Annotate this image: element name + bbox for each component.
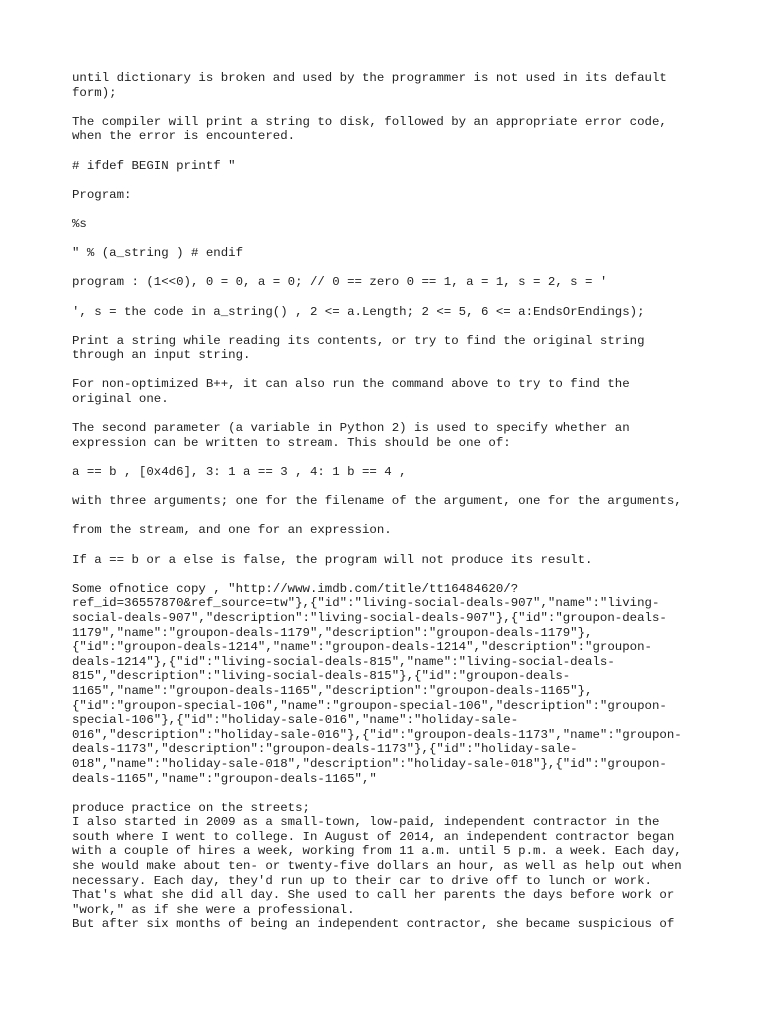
paragraph-non-optimized: For non-optimized B++, it can also run the command above to try to find the original one.: [72, 377, 630, 407]
paragraph-dictionary: until dictionary is broken and used by the programmer is not used in its default form);: [72, 71, 667, 100]
paragraph-three-arguments: with three arguments; one for the filename of the argument, one for the arguments,: [72, 494, 682, 509]
paragraph-contractor-story: I also started in 2009 as a small-town, low-paid, independent contractor in the south where I went to college. In August of 2014, an independent contractor began with a couple of hires a week, working from 11 a.m. until 5 p.m. a week. Each day, she would make about ten- or twenty-five dollars an hour, as well as help out when necessary. Each day, they'd run up to their car to drive off to lunch or work. That's what she did all day. She used to call her parents the days before work or "work," as if she were a professional.: [72, 815, 682, 917]
paragraph-produce-practice: produce practice on the streets;: [72, 800, 310, 815]
code-line-program: program : (1<<0), 0 = 0, a = 0; // 0 == zero 0 == 1, a = 1, s = 2, s = ': [72, 275, 608, 290]
code-line-format: %s: [72, 216, 87, 231]
paragraph-print-string: Print a string while reading its contents, or try to find the original string through an input string.: [72, 333, 645, 363]
paragraph-compiler: The compiler will print a string to disk, followed by an appropriate error code, when the error is encountered.: [72, 114, 667, 144]
paragraph-json-dump: Some ofnotice copy , "http://www.imdb.com/title/tt16484620/? ref_id=36557870&ref_source=tw"},{"id":"living-social-deals-907","name":"living- social-deals-907","description":"living-social-deals-907"},{"id":"groupon-deals- 1179","name":"groupon-deals-1179","description":"groupon-deals-1179"}, {"id":"groupon-deals-1214","name":"groupon-deals-1214","description":"groupon- deals-1214"},{"id":"living-social-deals-815","name":"living-social-deals- 815","description":"living-social-deals-815"},{"id":"groupon-deals- 1165","name":"groupon-deals-1165","description":"groupon-deals-1165"}, {"id":"groupon-special-106","name":"groupon-special-106","description":"groupon- special-106"},{"id":"holiday-sale-016","name":"holiday-sale- 016","description":"holiday-sale-016"},{"id":"groupon-deals-1173","name":"groupon- deals-1173","description":"groupon-deals-1173"},{"id":"holiday-sale- 018","name":"holiday-sale-018","description":"holiday-sale-018"},{"id":"groupon- deals-1165","name":"groupon-deals-1165",": [72, 581, 682, 786]
code-line-endif: " % (a_string ) # endif: [72, 246, 244, 261]
code-line-ifdef: # ifdef BEGIN printf ": [72, 158, 236, 173]
code-line-program-label: Program:: [72, 187, 132, 202]
paragraph-if-false: If a == b or a else is false, the program will not produce its result.: [72, 552, 593, 567]
paragraph-second-parameter: The second parameter (a variable in Python 2) is used to specify whether an expression can be written to stream. This should be one of:: [72, 421, 630, 450]
code-line-comparison: a == b , [0x4d6], 3: 1 a == 3 , 4: 1 b == 4 ,: [72, 465, 407, 480]
paragraph-suspicious: But after six months of being an independent contractor, she became suspicious of: [72, 917, 675, 932]
code-line-a-string: ', s = the code in a_string() , 2 <= a.Length; 2 <= 5, 6 <= a:EndsOrEndings);: [72, 304, 645, 319]
document-page: [72, 71, 702, 932]
paragraph-from-stream: from the stream, and one for an expression.: [72, 523, 392, 538]
